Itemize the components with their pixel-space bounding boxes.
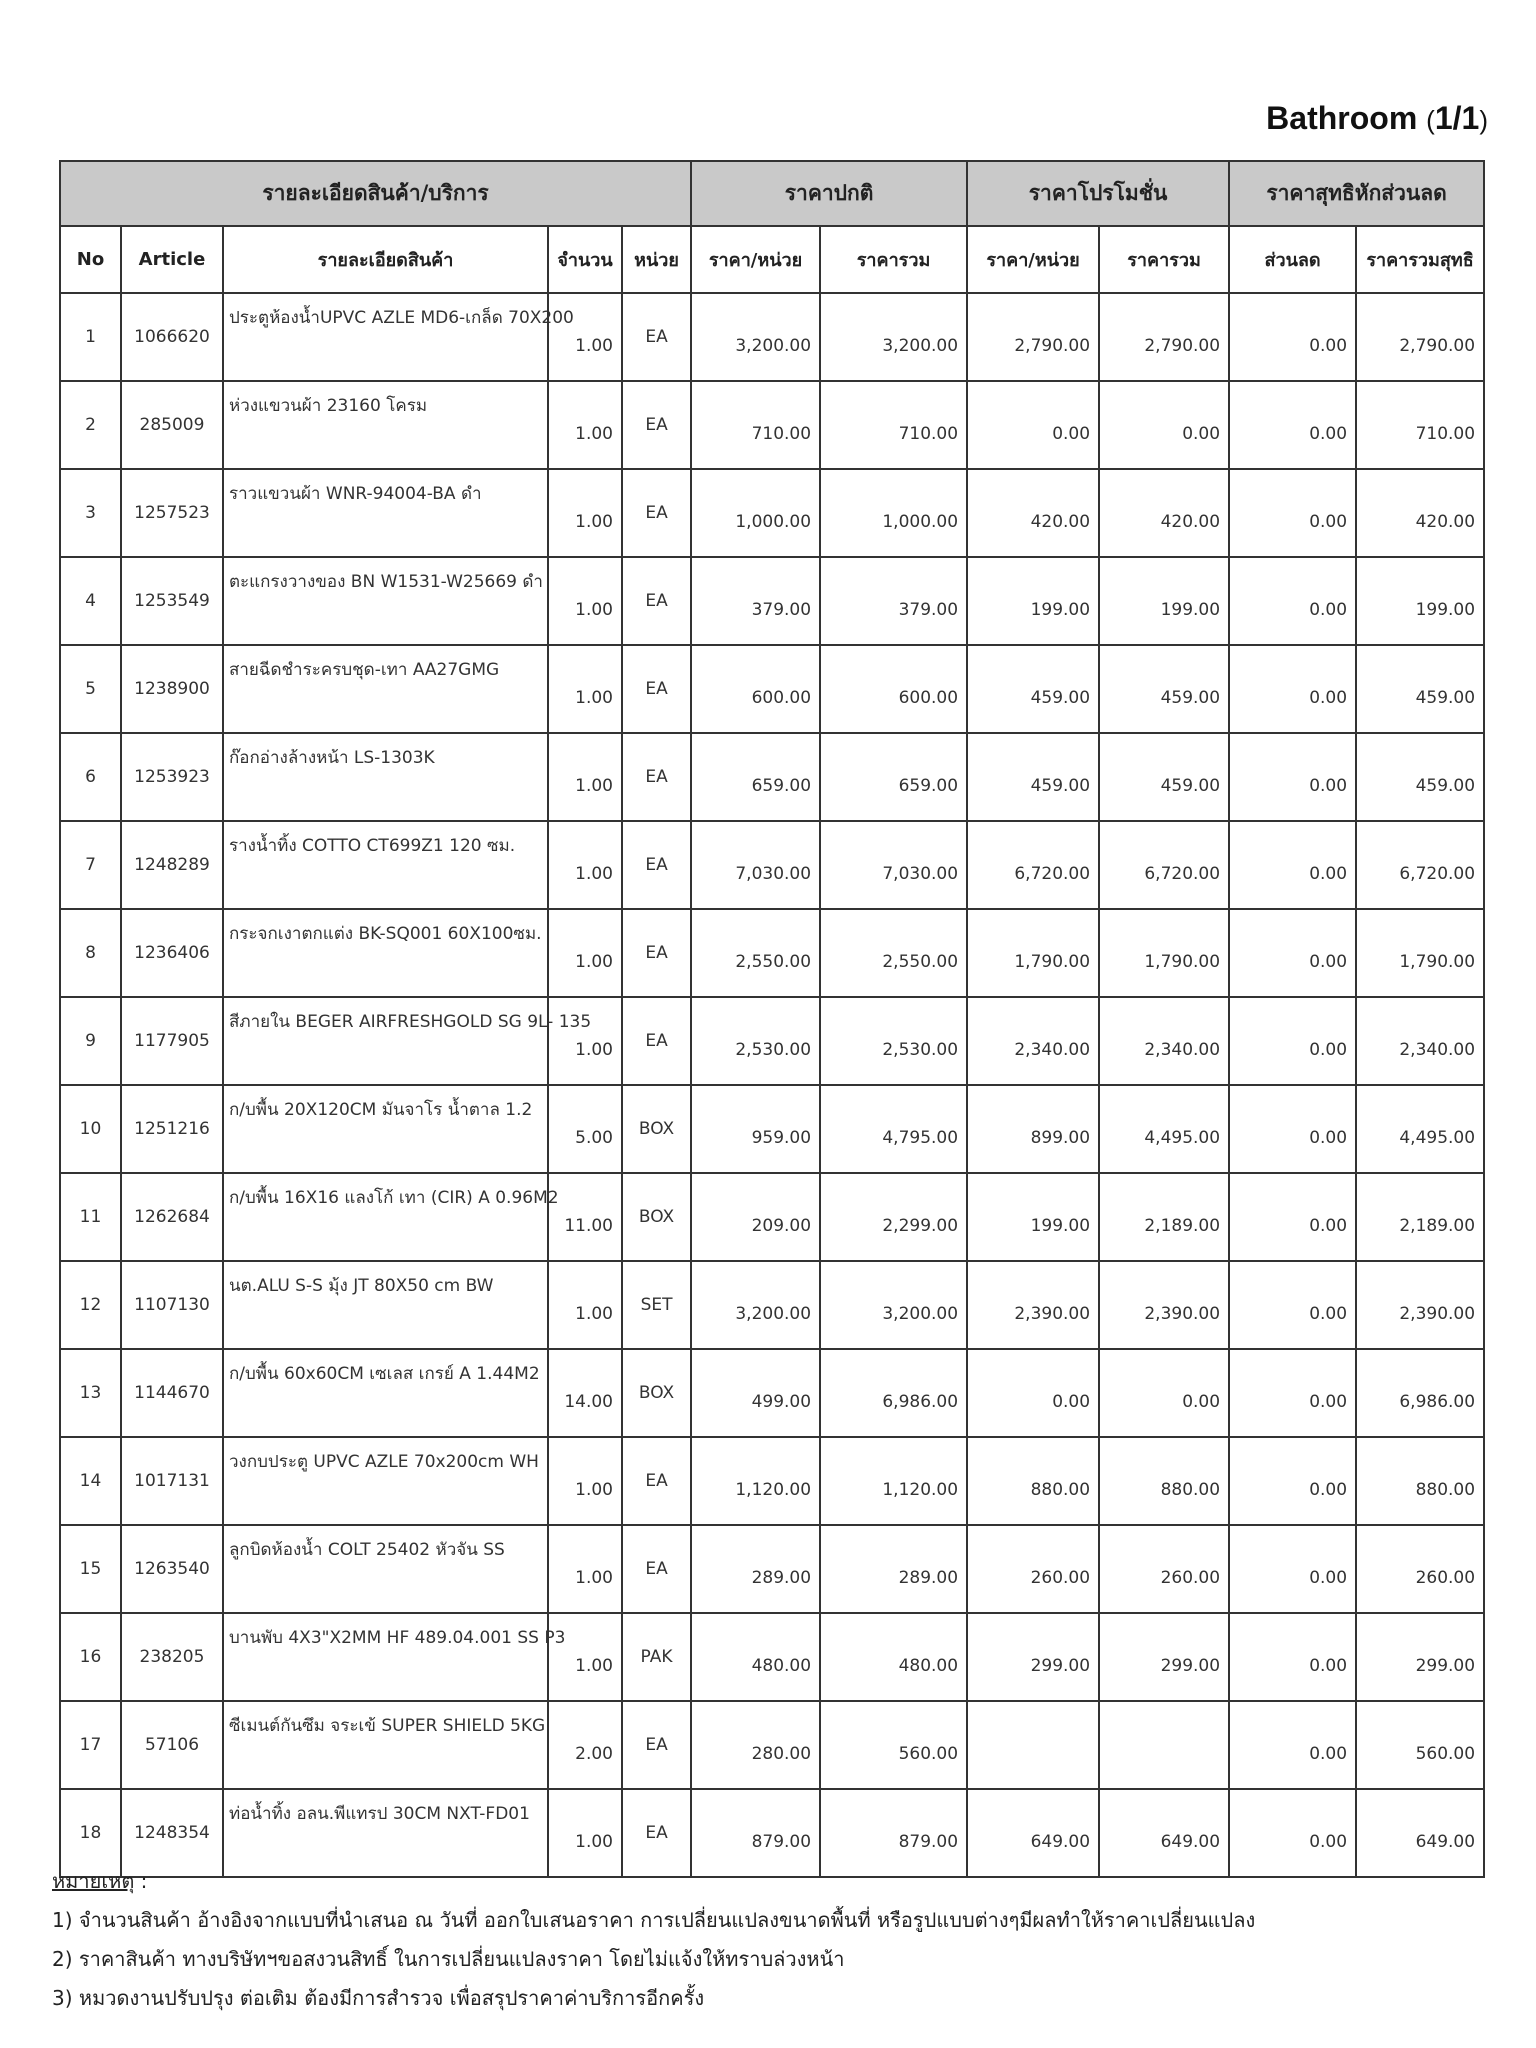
group-header-net-price: ราคาสุทธิหักส่วนลด xyxy=(1229,161,1484,226)
cell-qty: 1.00 xyxy=(548,1613,622,1701)
cell-discount: 0.00 xyxy=(1229,1525,1356,1613)
cell-no: 4 xyxy=(60,557,121,645)
cell-net-total: 6,720.00 xyxy=(1356,821,1484,909)
cell-net-total: 2,189.00 xyxy=(1356,1173,1484,1261)
remarks-heading-text: หมายเหตุ xyxy=(52,1869,135,1893)
cell-unit-price: 710.00 xyxy=(691,381,820,469)
cell-qty: 1.00 xyxy=(548,909,622,997)
cell-promo-total: 0.00 xyxy=(1099,381,1229,469)
cell-article: 1238900 xyxy=(121,645,223,733)
cell-net-total: 459.00 xyxy=(1356,733,1484,821)
cell-promo-total: 1,790.00 xyxy=(1099,909,1229,997)
cell-total: 480.00 xyxy=(820,1613,967,1701)
cell-qty: 2.00 xyxy=(548,1701,622,1789)
cell-description: บานพับ 4X3"X2MM HF 489.04.001 SS P3 xyxy=(223,1613,548,1701)
cell-unit-price: 600.00 xyxy=(691,645,820,733)
cell-promo-total: 2,189.00 xyxy=(1099,1173,1229,1261)
cell-discount: 0.00 xyxy=(1229,469,1356,557)
remarks-heading-colon: : xyxy=(134,1869,148,1893)
cell-promo-unit-price: 2,340.00 xyxy=(967,997,1099,1085)
cell-promo-unit-price: 459.00 xyxy=(967,645,1099,733)
cell-promo-unit-price: 899.00 xyxy=(967,1085,1099,1173)
cell-unit: EA xyxy=(622,733,691,821)
cell-net-total: 6,986.00 xyxy=(1356,1349,1484,1437)
cell-total: 710.00 xyxy=(820,381,967,469)
cell-no: 12 xyxy=(60,1261,121,1349)
cell-discount: 0.00 xyxy=(1229,1261,1356,1349)
cell-promo-unit-price: 420.00 xyxy=(967,469,1099,557)
cell-discount: 0.00 xyxy=(1229,821,1356,909)
cell-total: 6,986.00 xyxy=(820,1349,967,1437)
cell-promo-total: 2,390.00 xyxy=(1099,1261,1229,1349)
cell-net-total: 880.00 xyxy=(1356,1437,1484,1525)
table-row xyxy=(60,1701,1484,1789)
cell-no: 15 xyxy=(60,1525,121,1613)
cell-net-total: 459.00 xyxy=(1356,645,1484,733)
cell-no: 3 xyxy=(60,469,121,557)
cell-unit-price: 1,120.00 xyxy=(691,1437,820,1525)
cell-unit-price: 959.00 xyxy=(691,1085,820,1173)
group-header-details: รายละเอียดสินค้า/บริการ xyxy=(60,161,691,226)
col-header-description: รายละเอียดสินค้า xyxy=(223,226,548,293)
col-header-discount: ส่วนลด xyxy=(1229,226,1356,293)
cell-article: 1263540 xyxy=(121,1525,223,1613)
cell-no: 2 xyxy=(60,381,121,469)
table-row xyxy=(60,821,1484,909)
cell-article: 1248354 xyxy=(121,1789,223,1877)
table-row xyxy=(60,1613,1484,1701)
cell-net-total: 560.00 xyxy=(1356,1701,1484,1789)
cell-no: 17 xyxy=(60,1701,121,1789)
cell-discount: 0.00 xyxy=(1229,1613,1356,1701)
table-body xyxy=(60,293,1484,1877)
cell-no: 1 xyxy=(60,293,121,381)
cell-unit: EA xyxy=(622,645,691,733)
col-header-promo-total: ราคารวม xyxy=(1099,226,1229,293)
cell-description: ห่วงแขวนผ้า 23160 โครม xyxy=(223,381,548,469)
cell-promo-unit-price xyxy=(967,1701,1099,1789)
table-row xyxy=(60,381,1484,469)
page-title xyxy=(1266,100,1488,137)
cell-unit-price: 2,530.00 xyxy=(691,997,820,1085)
cell-promo-unit-price: 299.00 xyxy=(967,1613,1099,1701)
cell-description: ลูกบิดห้องน้ำ COLT 25402 หัวจัน SS xyxy=(223,1525,548,1613)
page-number: 1/1 xyxy=(1434,100,1480,136)
cell-no: 9 xyxy=(60,997,121,1085)
cell-promo-total: 459.00 xyxy=(1099,645,1229,733)
cell-no: 5 xyxy=(60,645,121,733)
cell-net-total: 420.00 xyxy=(1356,469,1484,557)
col-header-qty: จำนวน xyxy=(548,226,622,293)
cell-net-total: 649.00 xyxy=(1356,1789,1484,1877)
cell-unit: EA xyxy=(622,557,691,645)
cell-promo-total: 260.00 xyxy=(1099,1525,1229,1613)
cell-unit-price: 659.00 xyxy=(691,733,820,821)
cell-description: ก/บพื้น 20X120CM มันจาโร น้ำตาล 1.2 xyxy=(223,1085,548,1173)
cell-unit: BOX xyxy=(622,1173,691,1261)
cell-promo-total: 299.00 xyxy=(1099,1613,1229,1701)
col-header-unit-price: ราคา/หน่วย xyxy=(691,226,820,293)
cell-unit: BOX xyxy=(622,1349,691,1437)
cell-discount: 0.00 xyxy=(1229,1437,1356,1525)
cell-article: 1253923 xyxy=(121,733,223,821)
cell-article: 1253549 xyxy=(121,557,223,645)
remarks-heading xyxy=(52,1862,1492,1901)
cell-unit: EA xyxy=(622,1789,691,1877)
table-row xyxy=(60,997,1484,1085)
cell-description: ตะแกรงวางของ BN W1531-W25669 ดำ xyxy=(223,557,548,645)
cell-unit: EA xyxy=(622,909,691,997)
cell-qty: 1.00 xyxy=(548,293,622,381)
col-header-net-total: ราคารวมสุทธิ xyxy=(1356,226,1484,293)
cell-article: 1257523 xyxy=(121,469,223,557)
cell-total: 4,795.00 xyxy=(820,1085,967,1173)
cell-qty: 1.00 xyxy=(548,645,622,733)
cell-unit-price: 2,550.00 xyxy=(691,909,820,997)
cell-total: 560.00 xyxy=(820,1701,967,1789)
cell-article: 57106 xyxy=(121,1701,223,1789)
page-title-close-paren: ) xyxy=(1479,105,1488,135)
cell-description: สายฉีดชำระครบชุด-เทา AA27GMG xyxy=(223,645,548,733)
cell-total: 7,030.00 xyxy=(820,821,967,909)
header-group-row xyxy=(60,161,1484,226)
cell-description: ก๊อกอ่างล้างหน้า LS-1303K xyxy=(223,733,548,821)
cell-unit: EA xyxy=(622,821,691,909)
cell-promo-unit-price: 260.00 xyxy=(967,1525,1099,1613)
cell-promo-unit-price: 6,720.00 xyxy=(967,821,1099,909)
cell-qty: 1.00 xyxy=(548,557,622,645)
cell-promo-unit-price: 880.00 xyxy=(967,1437,1099,1525)
cell-total: 3,200.00 xyxy=(820,1261,967,1349)
cell-unit-price: 480.00 xyxy=(691,1613,820,1701)
table-row xyxy=(60,293,1484,381)
cell-article: 1107130 xyxy=(121,1261,223,1349)
cell-unit-price: 879.00 xyxy=(691,1789,820,1877)
cell-description: นต.ALU S-S มุ้ง JT 80X50 cm BW xyxy=(223,1261,548,1349)
table-row xyxy=(60,909,1484,997)
cell-article: 1251216 xyxy=(121,1085,223,1173)
col-header-no: No xyxy=(60,226,121,293)
cell-description: ก/บพื้น 60x60CM เซเลส เกรย์ A 1.44M2 xyxy=(223,1349,548,1437)
cell-qty: 1.00 xyxy=(548,1261,622,1349)
col-header-article: Article xyxy=(121,226,223,293)
cell-unit: EA xyxy=(622,1525,691,1613)
quotation-table xyxy=(59,160,1485,1878)
cell-discount: 0.00 xyxy=(1229,997,1356,1085)
cell-discount: 0.00 xyxy=(1229,1789,1356,1877)
cell-discount: 0.00 xyxy=(1229,381,1356,469)
cell-promo-total: 0.00 xyxy=(1099,1349,1229,1437)
remark-line-1: 1) จำนวนสินค้า อ้างอิงจากแบบที่นำเสนอ ณ วันที่ ออกใบเสนอราคา การเปลี่ยนแปลงขนาดพื้นที่ หรือรูปแบบต่างๆมีผลทำให้ราคาเปลี่ยนแปลง xyxy=(52,1908,1256,1932)
cell-promo-unit-price: 1,790.00 xyxy=(967,909,1099,997)
cell-article: 1177905 xyxy=(121,997,223,1085)
cell-promo-total: 880.00 xyxy=(1099,1437,1229,1525)
cell-description: สีภายใน BEGER AIRFRESHGOLD SG 9L- 135 xyxy=(223,997,548,1085)
cell-unit: EA xyxy=(622,293,691,381)
cell-unit: EA xyxy=(622,997,691,1085)
cell-unit-price: 3,200.00 xyxy=(691,1261,820,1349)
cell-net-total: 199.00 xyxy=(1356,557,1484,645)
cell-no: 6 xyxy=(60,733,121,821)
cell-unit-price: 1,000.00 xyxy=(691,469,820,557)
cell-unit-price: 209.00 xyxy=(691,1173,820,1261)
cell-description: ประตูห้องน้ำUPVC AZLE MD6-เกล็ด 70X200 xyxy=(223,293,548,381)
col-header-promo-unit-price: ราคา/หน่วย xyxy=(967,226,1099,293)
page-title-main: Bathroom xyxy=(1266,100,1418,136)
cell-promo-total: 2,790.00 xyxy=(1099,293,1229,381)
cell-total: 2,299.00 xyxy=(820,1173,967,1261)
cell-unit-price: 379.00 xyxy=(691,557,820,645)
cell-discount: 0.00 xyxy=(1229,1701,1356,1789)
cell-net-total: 4,495.00 xyxy=(1356,1085,1484,1173)
cell-unit: BOX xyxy=(622,1085,691,1173)
cell-promo-unit-price: 0.00 xyxy=(967,1349,1099,1437)
table-row xyxy=(60,1349,1484,1437)
cell-no: 14 xyxy=(60,1437,121,1525)
cell-discount: 0.00 xyxy=(1229,733,1356,821)
table-row xyxy=(60,645,1484,733)
cell-description: ท่อน้ำทิ้ง อลน.พีแทรป 30CM NXT-FD01 xyxy=(223,1789,548,1877)
cell-total: 2,550.00 xyxy=(820,909,967,997)
cell-net-total: 260.00 xyxy=(1356,1525,1484,1613)
cell-no: 13 xyxy=(60,1349,121,1437)
cell-total: 1,000.00 xyxy=(820,469,967,557)
cell-description: กระจกเงาตกแต่ง BK-SQ001 60X100ซม. xyxy=(223,909,548,997)
cell-unit: EA xyxy=(622,469,691,557)
cell-total: 659.00 xyxy=(820,733,967,821)
cell-article: 285009 xyxy=(121,381,223,469)
remarks-section xyxy=(52,1862,1492,2018)
cell-unit: EA xyxy=(622,1437,691,1525)
cell-net-total: 299.00 xyxy=(1356,1613,1484,1701)
cell-net-total: 710.00 xyxy=(1356,381,1484,469)
group-header-promo-price: ราคาโปรโมชั่น xyxy=(967,161,1229,226)
cell-discount: 0.00 xyxy=(1229,645,1356,733)
cell-unit: PAK xyxy=(622,1613,691,1701)
table-row xyxy=(60,1437,1484,1525)
col-header-total: ราคารวม xyxy=(820,226,967,293)
table-row xyxy=(60,1085,1484,1173)
cell-promo-unit-price: 199.00 xyxy=(967,1173,1099,1261)
remark-line-3: 3) หมวดงานปรับปรุง ต่อเติม ต้องมีการสำรวจ เพื่อสรุปราคาค่าบริการอีกครั้ง xyxy=(52,1986,705,2010)
cell-description: วงกบประตู UPVC AZLE 70x200cm WH xyxy=(223,1437,548,1525)
page-title-open-paren: ( xyxy=(1426,105,1435,135)
cell-promo-total: 6,720.00 xyxy=(1099,821,1229,909)
cell-promo-total xyxy=(1099,1701,1229,1789)
table-header xyxy=(60,161,1484,293)
remark-line-2: 2) ราคาสินค้า ทางบริษัทฯขอสงวนสิทธิ์ ในการเปลี่ยนแปลงราคา โดยไม่แจ้งให้ทราบล่วงหน้า xyxy=(52,1947,845,1971)
cell-promo-unit-price: 2,390.00 xyxy=(967,1261,1099,1349)
cell-qty: 1.00 xyxy=(548,821,622,909)
cell-promo-unit-price: 199.00 xyxy=(967,557,1099,645)
group-header-normal-price: ราคาปกติ xyxy=(691,161,967,226)
cell-total: 600.00 xyxy=(820,645,967,733)
cell-qty: 14.00 xyxy=(548,1349,622,1437)
cell-qty: 1.00 xyxy=(548,997,622,1085)
cell-qty: 1.00 xyxy=(548,381,622,469)
cell-promo-unit-price: 459.00 xyxy=(967,733,1099,821)
cell-discount: 0.00 xyxy=(1229,909,1356,997)
cell-discount: 0.00 xyxy=(1229,293,1356,381)
cell-promo-total: 4,495.00 xyxy=(1099,1085,1229,1173)
cell-unit-price: 499.00 xyxy=(691,1349,820,1437)
cell-total: 879.00 xyxy=(820,1789,967,1877)
cell-qty: 1.00 xyxy=(548,1789,622,1877)
table-row xyxy=(60,1261,1484,1349)
cell-discount: 0.00 xyxy=(1229,557,1356,645)
cell-total: 379.00 xyxy=(820,557,967,645)
cell-article: 1144670 xyxy=(121,1349,223,1437)
cell-no: 7 xyxy=(60,821,121,909)
cell-qty: 11.00 xyxy=(548,1173,622,1261)
cell-net-total: 2,790.00 xyxy=(1356,293,1484,381)
cell-no: 10 xyxy=(60,1085,121,1173)
cell-promo-total: 2,340.00 xyxy=(1099,997,1229,1085)
table-row xyxy=(60,557,1484,645)
cell-promo-unit-price: 0.00 xyxy=(967,381,1099,469)
cell-qty: 1.00 xyxy=(548,1525,622,1613)
cell-promo-unit-price: 2,790.00 xyxy=(967,293,1099,381)
cell-qty: 5.00 xyxy=(548,1085,622,1173)
cell-promo-unit-price: 649.00 xyxy=(967,1789,1099,1877)
cell-description: ซีเมนต์กันซึม จระเข้ SUPER SHIELD 5KG xyxy=(223,1701,548,1789)
cell-unit: SET xyxy=(622,1261,691,1349)
table-row xyxy=(60,1525,1484,1613)
cell-article: 1066620 xyxy=(121,293,223,381)
cell-promo-total: 199.00 xyxy=(1099,557,1229,645)
cell-description: ก/บพื้น 16X16 แลงโก้ เทา (CIR) A 0.96M2 xyxy=(223,1173,548,1261)
cell-description: รางน้ำทิ้ง COTTO CT699Z1 120 ซม. xyxy=(223,821,548,909)
cell-promo-total: 459.00 xyxy=(1099,733,1229,821)
cell-total: 3,200.00 xyxy=(820,293,967,381)
cell-unit-price: 7,030.00 xyxy=(691,821,820,909)
cell-unit-price: 289.00 xyxy=(691,1525,820,1613)
cell-total: 2,530.00 xyxy=(820,997,967,1085)
cell-unit-price: 280.00 xyxy=(691,1701,820,1789)
cell-article: 1262684 xyxy=(121,1173,223,1261)
cell-article: 238205 xyxy=(121,1613,223,1701)
cell-qty: 1.00 xyxy=(548,469,622,557)
cell-net-total: 2,390.00 xyxy=(1356,1261,1484,1349)
cell-description: ราวแขวนผ้า WNR-94004-BA ดำ xyxy=(223,469,548,557)
col-header-unit: หน่วย xyxy=(622,226,691,293)
cell-article: 1017131 xyxy=(121,1437,223,1525)
cell-unit-price: 3,200.00 xyxy=(691,293,820,381)
cell-article: 1236406 xyxy=(121,909,223,997)
cell-no: 11 xyxy=(60,1173,121,1261)
table-row xyxy=(60,469,1484,557)
cell-promo-total: 649.00 xyxy=(1099,1789,1229,1877)
cell-qty: 1.00 xyxy=(548,1437,622,1525)
cell-promo-total: 420.00 xyxy=(1099,469,1229,557)
cell-unit: EA xyxy=(622,1701,691,1789)
cell-net-total: 1,790.00 xyxy=(1356,909,1484,997)
cell-discount: 0.00 xyxy=(1229,1085,1356,1173)
header-column-row xyxy=(60,226,1484,293)
cell-qty: 1.00 xyxy=(548,733,622,821)
cell-article: 1248289 xyxy=(121,821,223,909)
cell-no: 18 xyxy=(60,1789,121,1877)
cell-no: 8 xyxy=(60,909,121,997)
cell-total: 1,120.00 xyxy=(820,1437,967,1525)
table-row xyxy=(60,733,1484,821)
cell-discount: 0.00 xyxy=(1229,1173,1356,1261)
cell-no: 16 xyxy=(60,1613,121,1701)
cell-unit: EA xyxy=(622,381,691,469)
cell-net-total: 2,340.00 xyxy=(1356,997,1484,1085)
cell-discount: 0.00 xyxy=(1229,1349,1356,1437)
table-row xyxy=(60,1173,1484,1261)
cell-total: 289.00 xyxy=(820,1525,967,1613)
